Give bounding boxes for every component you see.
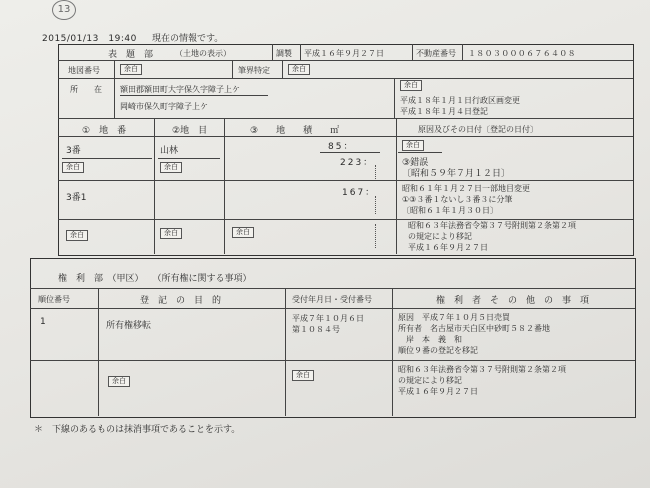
- col-chiban: ① 地 番: [82, 126, 127, 136]
- kenri-row1-line3: 岸 本 義 和: [398, 335, 462, 344]
- kenri-row1-line4: 順位９番の登記を移記: [398, 346, 478, 355]
- row3-stamp-chimoku: 余白: [160, 228, 182, 239]
- row3-cause-line1: 昭和６３年法務省令第３７号附則第２条第２項: [408, 221, 576, 230]
- col-chiseki: ③ 地 積 ㎡: [250, 126, 340, 136]
- row3-cause-line3: 平成１６年９月２７日: [408, 243, 488, 252]
- current-info-note: 現在の情報です。: [152, 34, 224, 44]
- row1-chimoku: 山林: [160, 146, 179, 156]
- kenri-row1-jun: 1: [40, 317, 46, 327]
- row2-chiban: 3番1: [66, 193, 87, 203]
- page-number: 13: [57, 4, 71, 15]
- row1-chiban: 3番: [66, 146, 81, 156]
- chosei-value: 平成１６年９月２７日: [304, 49, 384, 58]
- kenri-row2-line1: 昭和６３年法務省令第３７号附則第２条第２項: [398, 365, 566, 374]
- shozai-right-stamp: 余白: [400, 80, 422, 91]
- hyodai-subtitle: （土地の表示）: [175, 49, 231, 58]
- shozai-right-line1: 平成１８年１月１日行政区画変更: [400, 96, 520, 105]
- row1-chiseki2: 223：: [340, 158, 375, 168]
- print-datetime: 2015/01/13 19:40: [42, 34, 137, 44]
- row1-cause-stamp: 余白: [402, 140, 424, 151]
- shozai-line2: 岡崎市保久町字障子上ケ: [120, 102, 208, 111]
- kenri-row1-line1: 原因 平成７年１０月５日売買: [398, 313, 510, 322]
- col-cause: 原因及びその日付〔登記の日付〕: [418, 125, 538, 134]
- hikkai-label: 筆界特定: [238, 66, 270, 75]
- kenri-col-mokuteki: 登 記 の 目 的: [140, 296, 222, 306]
- row1-cause-line2: 〔昭和５９年７月１２日〕: [402, 169, 511, 179]
- kenri-row1-mokuteki: 所有権移転: [106, 321, 152, 331]
- row2-cause-line2: ①③３番１ないし３番３に分筆: [402, 195, 513, 204]
- row3-cause-line2: の規定により移記: [408, 232, 472, 241]
- row1-stamp-chiban: 余白: [62, 162, 84, 173]
- row1-chiseki: 85：: [328, 142, 355, 152]
- kenri-row2-stamp-uketsuke: 余白: [292, 370, 314, 381]
- shozai-right-line2: 平成１８年１月４日登記: [400, 107, 488, 116]
- kenri-row1-line2: 所有者 名古屋市天白区中砂町５８２番地: [398, 324, 550, 333]
- kenri-col-uketsuke: 受付年月日・受付番号: [292, 295, 372, 304]
- fudosan-label: 不動産番号: [416, 49, 456, 58]
- chosei-label: 調製: [276, 49, 292, 58]
- chizu-stamp: 余白: [120, 64, 142, 75]
- kenri-title: 権 利 部 （甲区） （所有権に関する事項）: [58, 274, 252, 284]
- row1-stamp-chimoku: 余白: [160, 162, 182, 173]
- chizu-label: 地図番号: [68, 66, 100, 75]
- kenri-col-jun: 順位番号: [38, 295, 70, 304]
- footnote: ＊ 下線のあるものは抹消事項であることを示す。: [34, 425, 241, 435]
- col-chimoku: ②地 目: [172, 126, 208, 136]
- hikkai-stamp: 余白: [288, 64, 310, 75]
- kenri-row2-line3: 平成１６年９月２７日: [398, 387, 478, 396]
- row1-cause-line1: ③錯誤: [402, 158, 429, 168]
- fudosan-value: １８０３０００６７６４０８: [468, 49, 576, 58]
- page-number-circle: [52, 0, 76, 20]
- row3-stamp-chiban: 余白: [66, 230, 88, 241]
- row2-cause-line3: 〔昭和６１年１月３０日〕: [402, 206, 498, 215]
- kenri-row2-line2: の規定により移記: [398, 376, 462, 385]
- kenri-row2-stamp-mokuteki: 余白: [108, 376, 130, 387]
- row2-cause-line1: 昭和６１年１月２７日一部地目変更: [402, 184, 530, 193]
- row2-chiseki: 167：: [342, 188, 377, 198]
- row3-stamp-chiseki: 余白: [232, 227, 254, 238]
- hyodai-title: 表 題 部: [108, 50, 154, 60]
- shozai-label: 所 在: [70, 85, 102, 94]
- kenri-row1-uketsuke2: 第１０８４号: [292, 325, 340, 334]
- kenri-col-kenri: 権 利 者 そ の 他 の 事 項: [436, 296, 590, 306]
- kenri-row1-uketsuke1: 平成７年１０月６日: [292, 314, 364, 323]
- shozai-line1: 額田郡額田町大字保久字障子上ケ: [120, 85, 240, 94]
